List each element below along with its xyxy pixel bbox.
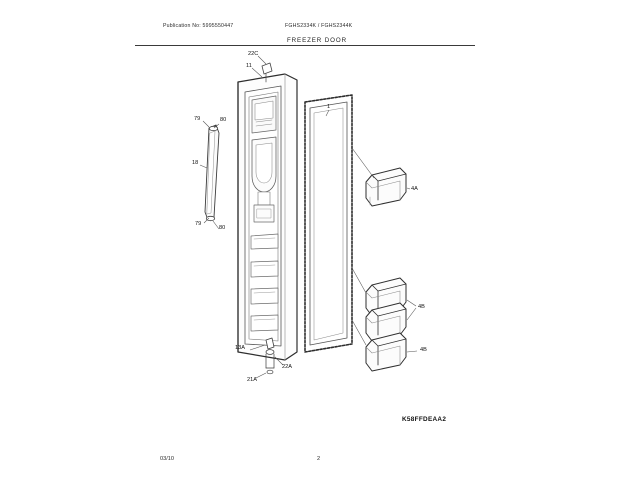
callout-21a: 21A <box>247 377 257 383</box>
diagram-code: K58FFDEAA2 <box>402 416 447 423</box>
callout-80-upper: 80 <box>220 117 227 123</box>
callout-13a: 13A <box>235 345 245 351</box>
callout-11: 11 <box>246 63 252 69</box>
callout-79-upper: 79 <box>194 116 201 122</box>
callout-4b-upper: 4B <box>418 304 425 310</box>
callout-22a: 22A <box>282 364 292 370</box>
callout-4b-lower: 4B <box>420 347 427 353</box>
callout-4a: 4A <box>411 186 418 192</box>
section-title: FREEZER DOOR <box>287 37 347 44</box>
model-numbers: FGHS2334K / FGHS2344K <box>285 23 353 29</box>
callout-22c: 22C <box>248 51 259 57</box>
callout-80-lower: 80 <box>219 225 226 231</box>
publication-number: Publication No: 5995550447 <box>163 23 234 29</box>
revision-date: 03/10 <box>160 456 174 462</box>
callout-18: 18 <box>192 160 199 166</box>
page-number: 2 <box>317 456 321 462</box>
callout-1: 1 <box>327 104 331 110</box>
callout-79-lower: 79 <box>195 221 202 227</box>
